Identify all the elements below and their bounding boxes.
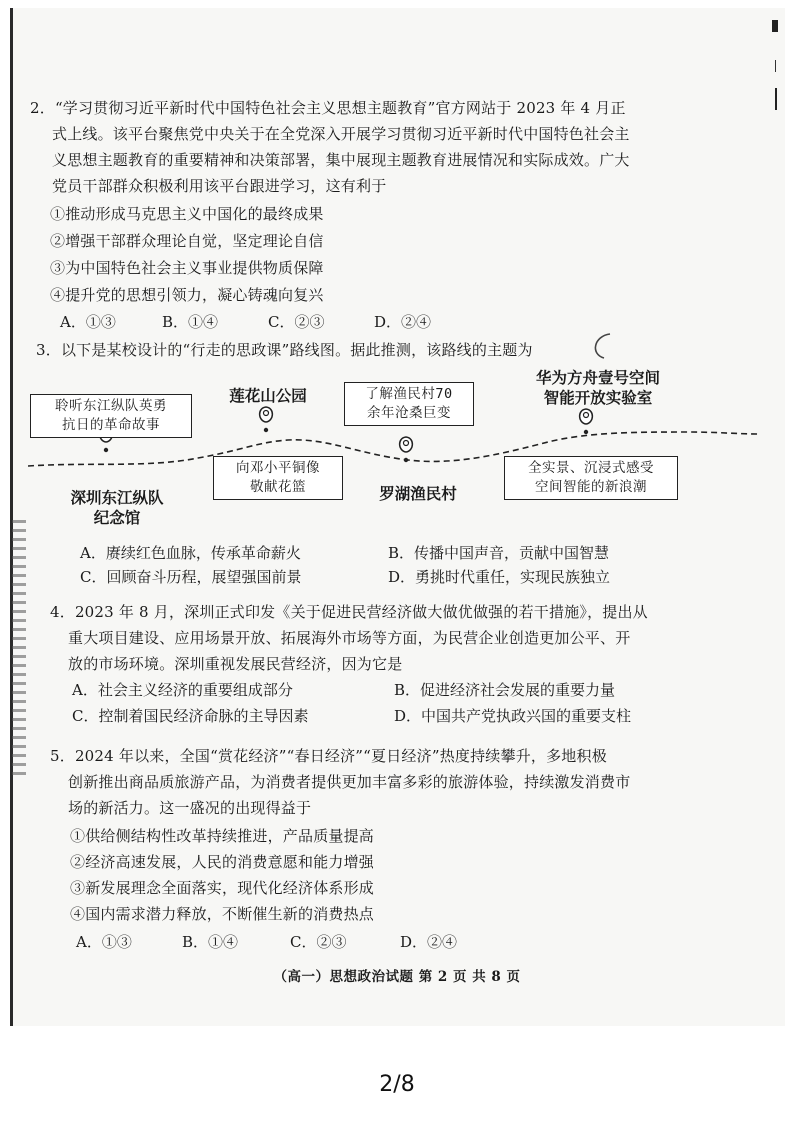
q2-option-c[interactable]: C．②③	[268, 313, 325, 331]
route-box-huawei	[504, 456, 678, 500]
q4-option-a[interactable]: A．社会主义经济的重要组成部分	[72, 681, 293, 699]
q5-statement: ②经济高速发展，人民的消费意愿和能力增强	[70, 853, 375, 871]
q2-stem-line: 式上线。该平台聚焦党中央关于在全党深入开展学习贯彻习近平新时代中国特色社会主	[52, 125, 630, 143]
scan-edge-noise	[12, 520, 26, 780]
place-text: 纪念馆	[93, 509, 141, 527]
page-footer: （高一）思想政治试题 第 2 页 共 8 页	[273, 969, 521, 985]
q2-stem-line: 义思想主题教育的重要精神和决策部署，集中展现主题教育进展情况和实际成效。广大	[52, 151, 630, 169]
q5-statement: ④国内需求潜力释放，不断催生新的消费热点	[70, 905, 375, 923]
place-text: 华为方舟壹号空间	[535, 369, 660, 387]
q5-option-a[interactable]: A．①③	[76, 933, 132, 951]
place-huawei-lab	[498, 368, 698, 408]
q3-option-b[interactable]: B．传播中国声音，贡献中国智慧	[388, 544, 610, 562]
q2-statement: ④提升党的思想引领力，凝心铸魂向复兴	[50, 286, 324, 304]
q2-option-b[interactable]: B．①④	[162, 313, 219, 331]
q5-stem-line: 5．2024 年以来，全国“赏花经济”“春日经济”“夏日经济”热度持续攀升，多地积极	[50, 747, 607, 765]
location-pin-icon	[580, 409, 593, 434]
place-lianhuashan-park	[208, 386, 328, 406]
q2-statement: ③为中国特色社会主义事业提供物质保障	[50, 259, 324, 277]
route-box-lianhuashan	[213, 456, 343, 500]
route-box-text: 空间智能的新浪潮	[535, 479, 647, 495]
q3-stem: 3．以下是某校设计的“行走的思政课”路线图。据此推测，该路线的主题为	[36, 341, 533, 359]
q5-stem-line: 场的新活力。这一盛况的出现得益于	[68, 799, 312, 817]
route-box-text: 余年沧桑巨变	[367, 405, 451, 421]
place-dongjiang-memorial	[52, 488, 182, 528]
q5-statement: ③新发展理念全面落实，现代化经济体系形成	[70, 879, 375, 897]
q2-statement: ①推动形成马克思主义中国化的最终成果	[50, 205, 324, 223]
scan-mark	[772, 20, 778, 32]
route-box-dongjiang	[30, 394, 192, 438]
place-text: 智能开放实验室	[543, 389, 653, 407]
page-indicator: 2/8	[379, 1072, 415, 1097]
route-box-text: 敬献花篮	[250, 479, 306, 495]
q4-stem-line: 4．2023 年 8 月，深圳正式印发《关于促进民营经济做大做优做强的若干措施》，提出从	[50, 603, 648, 621]
route-box-text: 聆听东江纵队英勇	[55, 398, 167, 414]
q2-stem-line: 2．“学习贯彻习近平新时代中国特色社会主义思想主题教育”官方网站于 2023 年 4 月正	[30, 99, 626, 117]
scan-mark	[775, 60, 776, 72]
place-luohu-yumincun	[358, 484, 478, 504]
q4-option-b[interactable]: B．促进经济社会发展的重要力量	[394, 681, 616, 699]
scan-mark	[775, 88, 777, 110]
place-text: 莲花山公园	[229, 387, 307, 405]
q5-stem-line: 创新推出商品质旅游产品，为消费者提供更加丰富多彩的旅游体验，持续激发消费市	[68, 773, 631, 791]
route-box-text: 向邓小平铜像	[236, 460, 320, 476]
q2-option-a[interactable]: A．①③	[60, 313, 116, 331]
q3-option-a[interactable]: A．赓续红色血脉，传承革命薪火	[80, 544, 301, 562]
pencil-mark	[586, 330, 626, 364]
place-text: 深圳东江纵队	[70, 489, 164, 507]
q2-stem-line: 党员干部群众积极利用该平台跟进学习，这有利于	[52, 177, 387, 195]
location-pin-icon	[260, 407, 273, 432]
q4-option-d[interactable]: D．中国共产党执政兴国的重要支柱	[394, 707, 632, 725]
place-text: 罗湖渔民村	[379, 485, 457, 503]
location-pin-icon	[400, 437, 413, 462]
route-box-yumincun	[344, 382, 474, 426]
q5-option-c[interactable]: C．②③	[290, 933, 347, 951]
q3-option-c[interactable]: C．回顾奋斗历程，展望强国前景	[80, 568, 302, 586]
q3-option-d[interactable]: D．勇挑时代重任，实现民族独立	[388, 568, 611, 586]
q5-option-b[interactable]: B．①④	[182, 933, 239, 951]
route-box-text: 全实景、沉浸式感受	[528, 460, 654, 476]
q2-statement: ②增强干部群众理论自觉，坚定理论自信	[50, 232, 324, 250]
q5-statement: ①供给侧结构性改革持续推进，产品质量提高	[70, 827, 375, 845]
q4-option-c[interactable]: C．控制着国民经济命脉的主导因素	[72, 707, 309, 725]
q2-option-d[interactable]: D．②④	[374, 313, 432, 331]
q5-option-d[interactable]: D．②④	[400, 933, 458, 951]
q4-stem-line: 重大项目建设、应用场景开放、拓展海外市场等方面，为民营企业创造更加公平、开	[68, 629, 631, 647]
q4-stem-line: 放的市场环境。深圳重视发展民营经济，因为它是	[68, 655, 403, 673]
route-box-text: 了解渔民村70	[365, 386, 453, 402]
route-box-text: 抗日的革命故事	[62, 417, 160, 433]
